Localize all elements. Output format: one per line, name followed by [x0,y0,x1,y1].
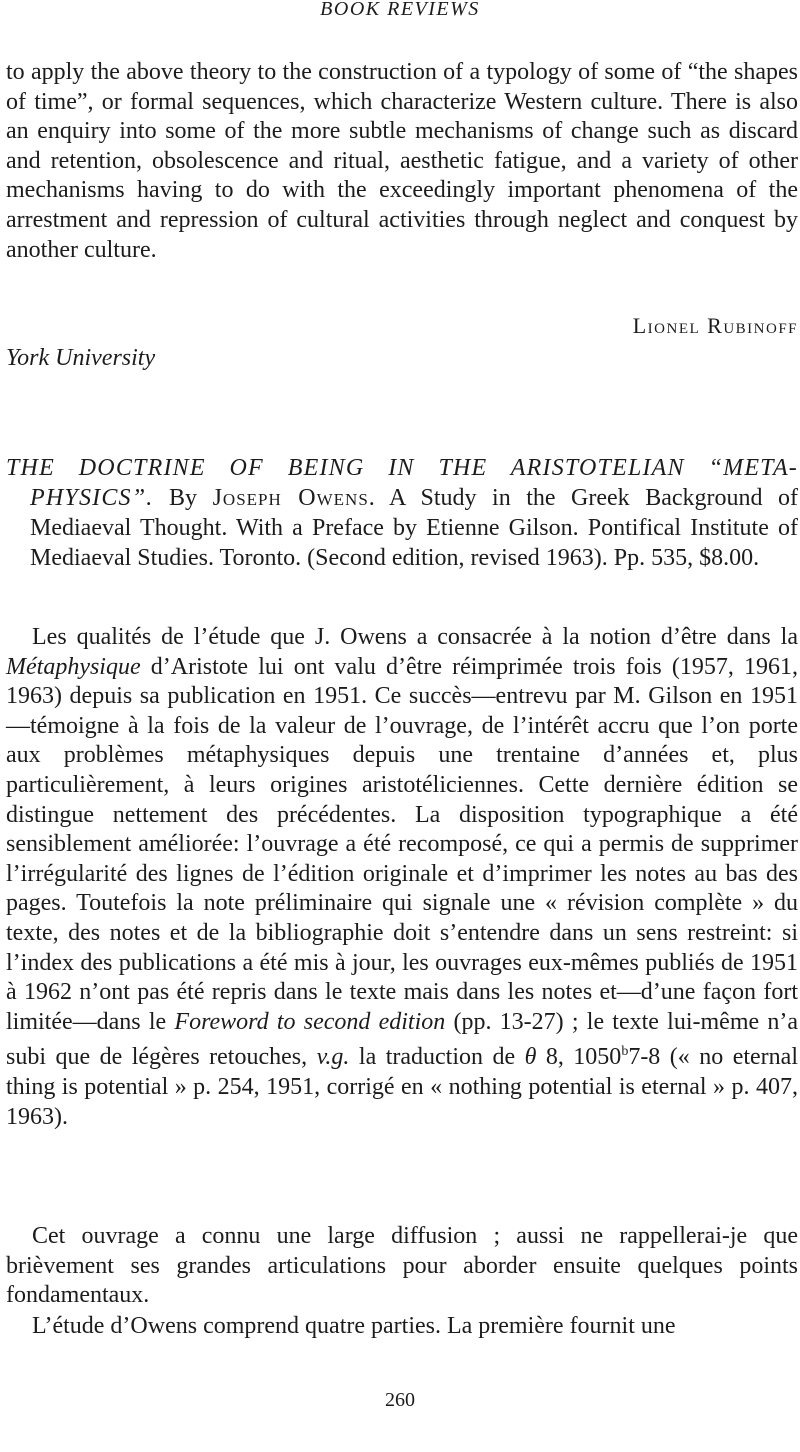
p1-text-a: Les qualités de l’étude que J. Owens a consacrée à la notion d’être dans la [32,624,798,650]
theta-symbol: θ [524,1044,537,1071]
p1-text-c: d’Aristote lui ont valu d’être réimprimée trois fois (1957, 1961, 1963) depuis sa publication en 1951. Ce succès—entrevu par M. Gilson en 1951—témoigne à la fois de la valeur de l’ouvrage, de l’intérêt accru que l’on porte aux problèmes métaphysiques depuis une trentaine d’années et, plus particulièrement, à leurs origines aristotéliciennes. Cette dernière édition se distingue nettement des précédentes. La disposition typographique a été sensiblement améliorée: l’ouvrage a été recomposé, ce qui a permis de supprimer l’irrégularité des lignes de l’édition originale et d’imprimer les notes au bas des pages. Toutefois la note préliminaire qui signale une « révision complète » du texte, des notes et de la bibliographie doit s’entendre dans un sens restreint: si l’index des publications a été mis à jour, les ouvrages eux-mêmes publiés de 1951 à 1962 n’ont pas été repris dans le texte mais dans les notes et—d’une façon fort limitée—dans le [6,653,798,1035]
p1-text-k: 7-8 (« no eternal thing is potential » p. 254, 1951, corrigé en « nothing potential is eternal » p. 407, 1963). [6,1044,798,1130]
bekker-superscript: b [621,1044,629,1060]
page-number: 260 [385,1389,415,1411]
opening-paragraph: to apply the above theory to the construction of a typology of some of “the shapes of time”, or formal sequences, which characterize Western culture. There is also an enquiry into some of the more subtle mechanisms of change such as discard and retention, obsolescence and ritual, aesthetic fatigue, and a variety of other mechanisms having to do with the exceedingly important phenomena of the arrestment and repression of cultural activities through neglect and conquest by another culture. [6,59,798,263]
book-details: . A Study in the Greek Background of Mediaeval Thought. With a Preface by Etienne Gilson. Pontifical Institute of Mediaeval Studies. Toronto. (Second edition, revised 1963). Pp. 535, $8.00. [30,485,799,571]
p1-text-g: la traduction de [349,1044,525,1071]
vg-abbrev: v.g. [316,1044,350,1071]
review-paragraph-1 [6,623,798,1132]
running-head: BOOK REVIEWS [320,0,480,20]
reviewer-name: Lionel Rubinoff [632,313,798,338]
by-label: By [169,485,198,511]
review-paragraph-3: L’étude d’Owens comprend quatre parties. La première fournit une [32,1313,676,1339]
reviewer-affiliation: York University [6,345,156,371]
foreword-title: Foreword to second edition [174,1008,446,1035]
metaphysique-title: Métaphysique [6,653,141,680]
review-heading [6,453,798,573]
p1-text-e: (pp. 13-27) ; le texte lui-même n’a subi que de légères retouches, [6,1008,798,1071]
book-title: THE DOCTRINE OF BEING IN THE ARISTOTELIAN “META-PHYSICS”. [6,455,798,511]
book-author: Joseph Owens [212,485,369,511]
review-paragraph-2: Cet ouvrage a connu une large diffusion ; aussi ne rappellerai-je que brièvement ses grandes articulations pour aborder ensuite quelques points fondamentaux. [6,1223,798,1309]
p1-text-i: 8, 1050 [536,1044,622,1071]
